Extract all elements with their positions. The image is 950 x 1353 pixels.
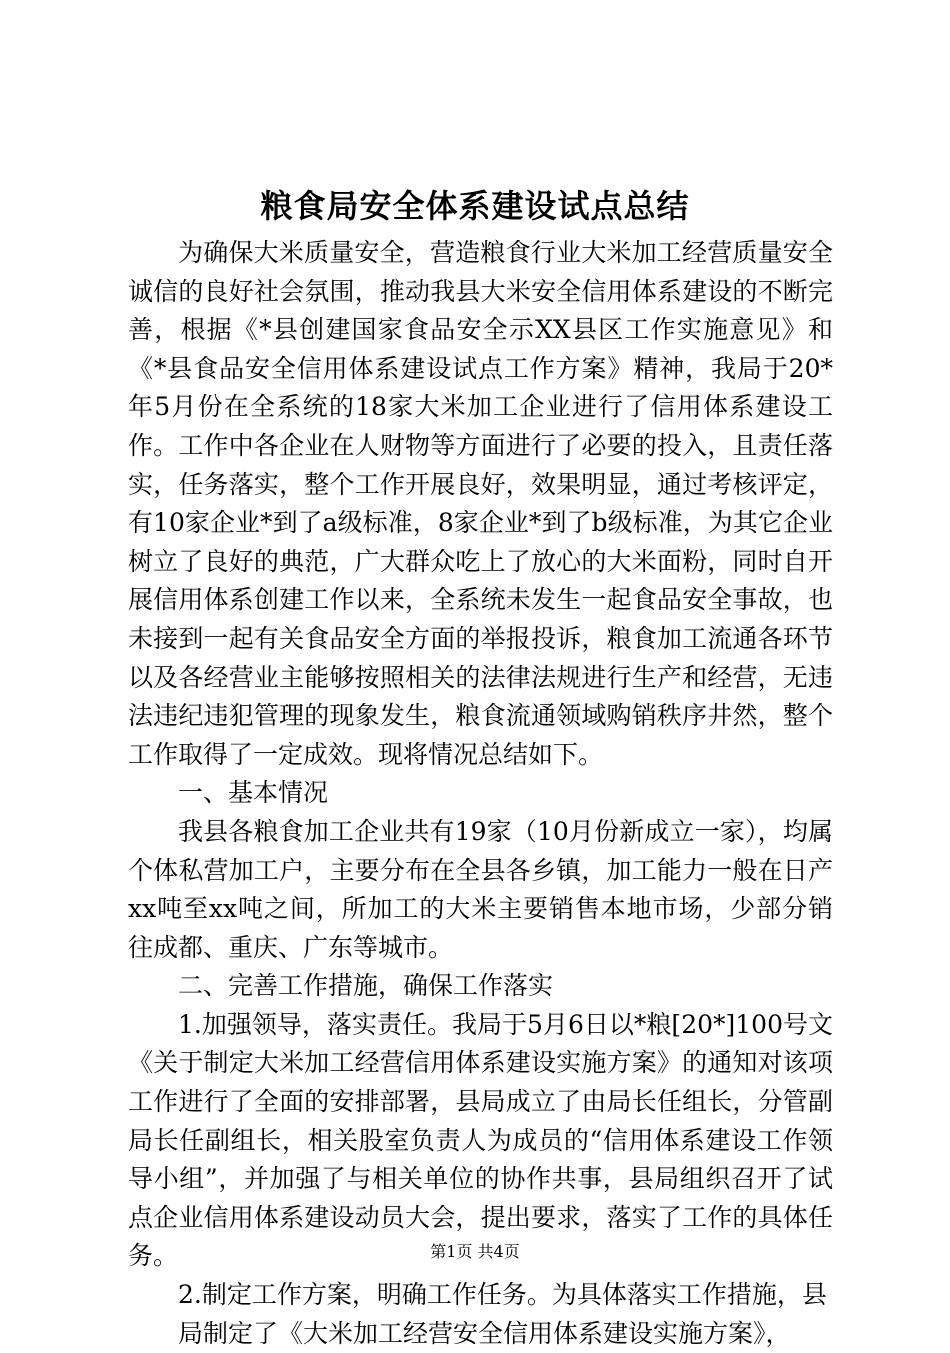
paragraph-measure-1: 1.加强领导，落实责任。我局于5月6日以*粮[20*]100号文《关于制定大米加工经营信用体系建设实施方案》的通知对该项工作进行了全面的安排部署，县局成立了由局长任组长，分管副局长任副组长，相关股室负责人为成员的“信用体系建设工作领导小组”，并加强了与相关单位的协作共事，县局组织召开了试点企业信用体系建设动员大会，提出要求，落实了工作的具体任务。 (128, 1009, 833, 1271)
document-body (128, 234, 833, 1353)
paragraph-basic-situation: 我县各粮食加工企业共有19家（10月份新成立一家），均属个体私营加工户，主要分布在全县各乡镇，加工能力一般在日产xx吨至xx吨之间，所加工的大米主要销售本地市场，少部分销往成都、重庆、广东等城市。 (128, 816, 833, 962)
section-heading-basic-situation: 一、基本情况 (178, 778, 329, 808)
paragraph-measure-2-continued: 局制定了《大米加工经营安全信用体系建设实施方案》， (178, 1318, 791, 1348)
paragraph-measure-2: 2.制定工作方案，明确工作任务。为具体落实工作措施，县 (178, 1280, 827, 1310)
document-title: 粮食局安全体系建设试点总结 (260, 187, 690, 225)
page-footer: 第1页 共4页 (430, 1242, 520, 1261)
section-heading-measures: 二、完善工作措施，确保工作落实 (178, 971, 554, 1001)
paragraph-intro: 为确保大米质量安全，营造粮食行业大米加工经营质量安全诚信的良好社会氛围，推动我县大米安全信用体系建设的不断完善，根据《*县创建国家食品安全示XX县区工作实施意见》和《*县食品安全信用体系建设试点工作方案》精神，我局于20*年5月份在全系统的18家大米加工企业进行了信用体系建设工作。工作中各企业在人财物等方面进行了必要的投入，且责任落实，任务落实，整个工作开展良好，效果明显，通过考核评定，有10家企业*到了a级标准，8家企业*到了b级标准，为其它企业树立了良好的典范，广大群众吃上了放心的大米面粉，同时自开展信用体系创建工作以来，全系统未发生一起食品安全事故，也未接到一起有关食品安全方面的举报投诉，粮食加工流通各环节以及各经营业主能够按照相关的法律法规进行生产和经营，无违法违纪违犯管理的现象发生，粮食流通领域购销秩序井然，整个工作取得了一定成效。现将情况总结如下。 (128, 238, 833, 769)
